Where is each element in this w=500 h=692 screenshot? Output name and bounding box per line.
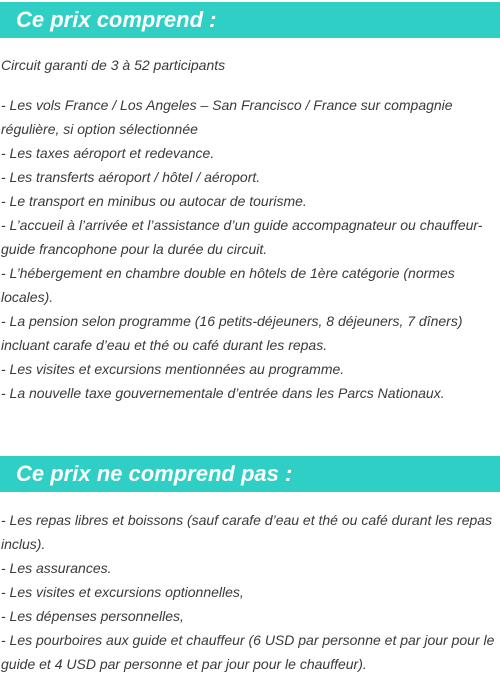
- list-item: - L’accueil à l’arrivée et l’assistance d’un guide accompagnateur ou chauffeur-guide francophone pour la durée du circuit.: [1, 217, 483, 257]
- list-item: - Les dépenses personnelles,: [1, 608, 184, 624]
- included-section-header: [0, 2, 500, 38]
- list-item: - Les assurances.: [1, 560, 112, 576]
- included-list: [1, 93, 498, 405]
- list-item: - Les taxes aéroport et redevance.: [1, 145, 215, 161]
- list-item: - La nouvelle taxe gouvernementale d’entrée dans les Parcs Nationaux.: [1, 385, 445, 401]
- list-item: - Les repas libres et boissons (sauf carafe d’eau et thé ou café durant les repas inclus).: [1, 512, 493, 552]
- list-item: - Les visites et excursions optionnelles,: [1, 584, 244, 600]
- group-size-text: Circuit garanti de 3 à 52 participants: [1, 57, 226, 73]
- list-item: - L’hébergement en chambre double en hôtels de 1ère catégorie (normes locales).: [1, 265, 455, 305]
- list-item: - Les vols France / Los Angeles – San Francisco / France sur compagnie régulière, si option sélectionnée: [1, 97, 453, 137]
- excluded-list: [1, 508, 498, 676]
- list-item: - La pension selon programme (16 petits-déjeuners, 8 déjeuners, 7 dîners) incluant carafe d’eau et thé ou café durant les repas.: [1, 313, 463, 353]
- group-size-note: [1, 53, 498, 77]
- list-item: - Les pourboires aux guide et chauffeur (6 USD par personne et par jour pour le guide et 4 USD par personne et par jour pour le chauffeur).: [1, 632, 495, 672]
- list-item: - Les visites et excursions mentionnées au programme.: [1, 361, 345, 377]
- list-item: - Les transferts aéroport / hôtel / aéroport.: [1, 169, 261, 185]
- excluded-section-title: Ce prix ne comprend pas :: [16, 461, 293, 486]
- included-section-title: Ce prix comprend :: [16, 7, 217, 32]
- list-item: - Le transport en minibus ou autocar de tourisme.: [1, 193, 307, 209]
- excluded-section-header: [0, 456, 500, 492]
